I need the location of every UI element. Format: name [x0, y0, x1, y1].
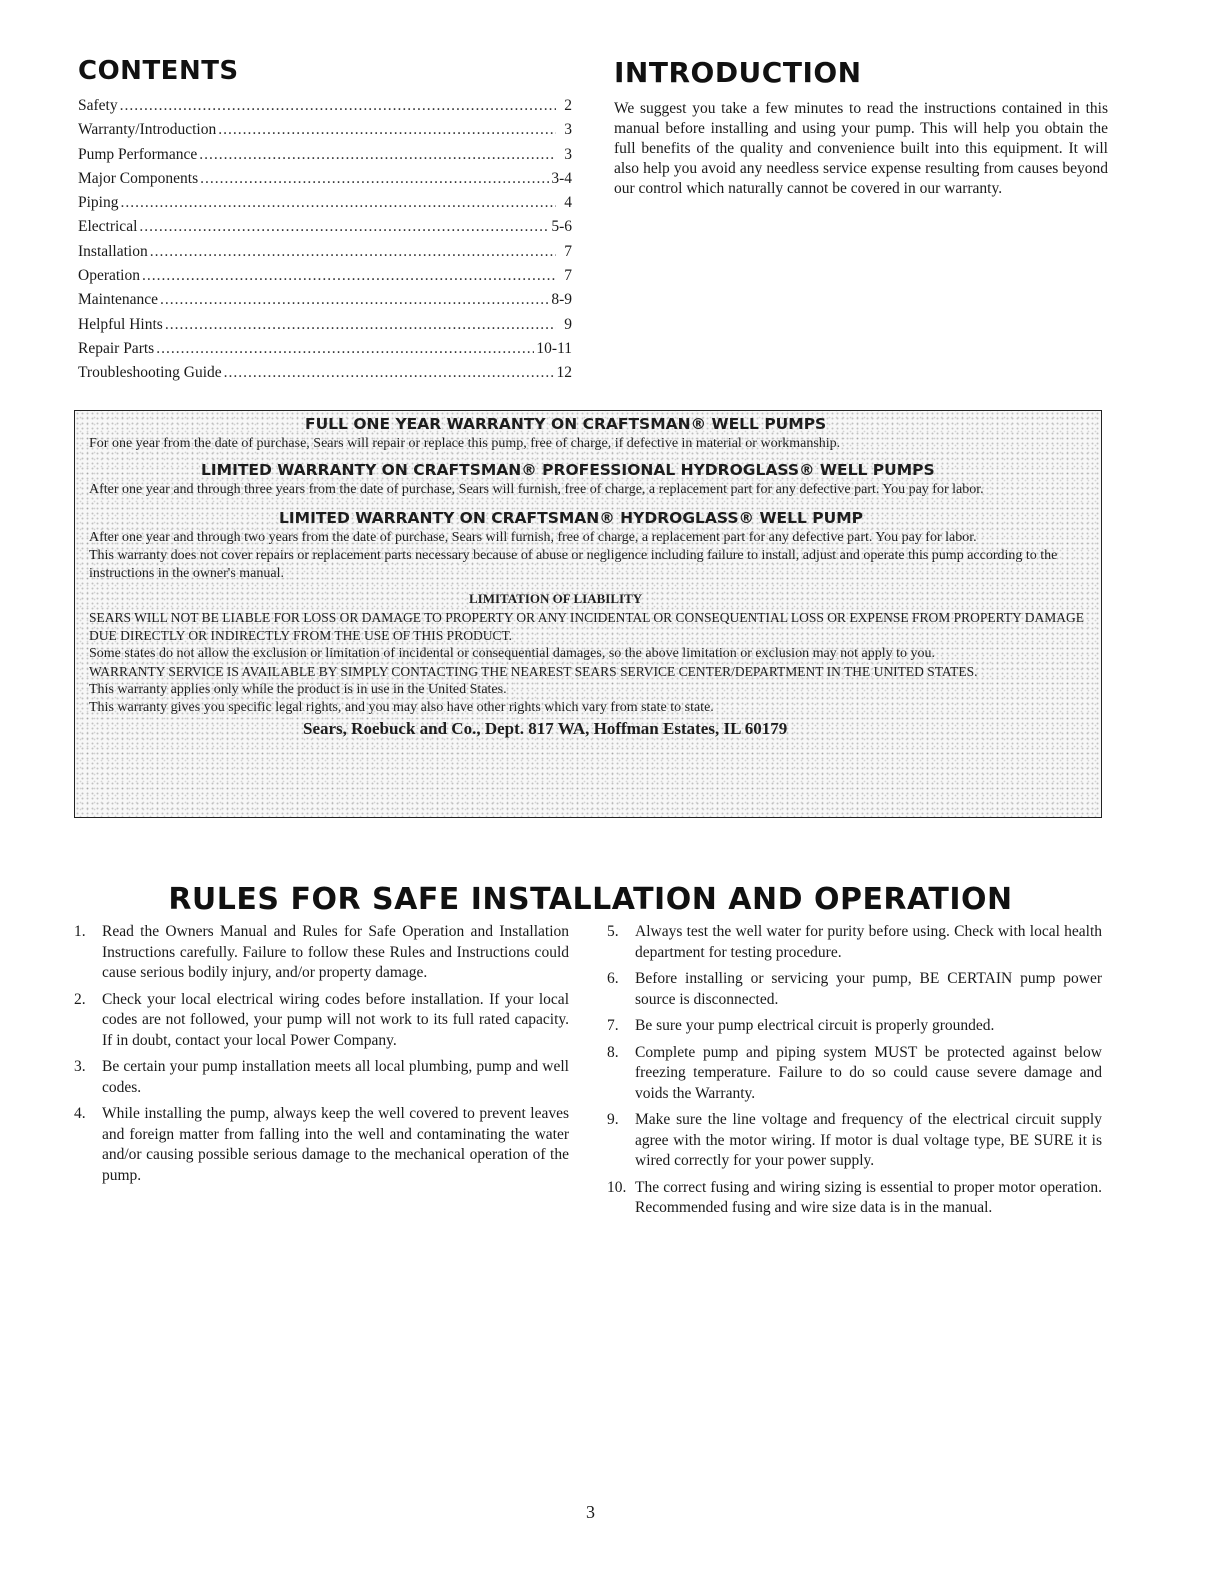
- toc-page: 2: [564, 97, 572, 114]
- toc-page: 8-9: [551, 291, 572, 309]
- rules-list-left: [74, 922, 569, 1192]
- toc-leader: [218, 118, 556, 142]
- toc-page: 7: [564, 242, 572, 260]
- warranty-text-full: For one year from the date of purchase, Sears will repair or replace this pump, free of charge, if defective in material or workmanship.: [89, 436, 841, 451]
- toc-page: 10-11: [536, 339, 572, 357]
- rule-text: Be certain your pump installation meets all local plumbing, pump and well codes.: [102, 1058, 569, 1096]
- rule-number: 10.: [607, 1178, 627, 1196]
- toc-leader: [199, 143, 556, 167]
- toc-label: Installation: [78, 242, 148, 260]
- toc-label: Safety: [78, 97, 118, 114]
- toc-item-piping: [78, 191, 572, 215]
- toc-page: 4: [564, 194, 572, 212]
- rule-number: 5.: [607, 923, 619, 940]
- toc-page: 3-4: [551, 169, 572, 187]
- toc-leader: [139, 215, 549, 239]
- toc-item-troubleshooting-guide: [78, 361, 572, 385]
- rule-item: [74, 922, 569, 984]
- rule-number: 6.: [607, 970, 619, 987]
- warranty-text-hydroglass: After one year and through two years from the date of purchase, Sears will furnish, free of charge, a replacement part for any defective part. You pay for labor.: [89, 530, 977, 545]
- toc-item-operation: [78, 264, 572, 288]
- toc-leader: [156, 337, 534, 361]
- rules-title: RULES FOR SAFE INSTALLATION AND OPERATION: [168, 882, 1013, 917]
- toc-item-repair-parts: [78, 337, 572, 361]
- rule-text: While installing the pump, always keep the well covered to prevent leaves and foreign matter from falling into the well and contaminating the water and/or causing possible serious damage to the mechanical operation of the pump.: [102, 1105, 569, 1184]
- toc-leader: [224, 361, 555, 385]
- rule-number: 9.: [607, 1111, 619, 1128]
- toc-leader: [120, 94, 556, 118]
- warranty-heading-professional: LIMITED WARRANTY ON CRAFTSMAN® PROFESSIONAL HYDROGLASS® WELL PUMPS: [201, 461, 935, 479]
- rule-text: Before installing or servicing your pump, BE CERTAIN pump power source is disconnected.: [635, 970, 1102, 1008]
- introduction-text: We suggest you take a few minutes to read the instructions contained in this manual before installing and using your pump. This will help you obtain the full benefits of the quality and convenience built into this equipment. It will also help you avoid any needless service expense resulting from causes beyond our control which naturally cannot be covered in our warranty.: [614, 100, 1108, 197]
- legal-rights-text: This warranty gives you specific legal rights, and you may also have other rights which vary from state to state.: [89, 700, 714, 715]
- toc-label: Troubleshooting Guide: [78, 364, 222, 382]
- rule-item: [74, 1104, 569, 1186]
- toc-leader: [200, 167, 549, 191]
- toc-page: 7: [564, 267, 572, 285]
- toc-leader: [120, 191, 556, 215]
- rule-item: [607, 1178, 1102, 1219]
- toc-label: Warranty/Introduction: [78, 121, 217, 139]
- rule-text: Read the Owners Manual and Rules for Safe Operation and Installation Instructions carefully. Failure to follow these Rules and Instructions could cause serious bodily injury, and/or property damage.: [102, 923, 569, 981]
- toc-page: 3: [564, 145, 572, 163]
- toc-label: Helpful Hints: [78, 315, 163, 333]
- warranty-box: [74, 410, 1102, 818]
- toc-leader: [142, 264, 556, 288]
- toc-page: 5-6: [551, 218, 572, 236]
- rule-item: [607, 969, 1102, 1010]
- rule-text: Complete pump and piping system MUST be protected against below freezing temperature. Failure to do so could cause severe damage and voids the Warranty.: [635, 1043, 1102, 1102]
- toc-page: 9: [564, 315, 572, 333]
- toc-leader: [160, 288, 549, 312]
- rule-text: Always test the well water for purity before using. Check with local health department for testing procedure.: [635, 923, 1102, 961]
- warranty-heading-hydroglass: LIMITED WARRANTY ON CRAFTSMAN® HYDROGLASS® WELL PUMP: [279, 509, 864, 527]
- rules-list-right: [607, 922, 1102, 1225]
- toc-item-maintenance: [78, 288, 572, 312]
- rule-item: [607, 1043, 1102, 1105]
- rule-item: [607, 922, 1102, 963]
- sears-address: Sears, Roebuck and Co., Dept. 817 WA, Hoffman Estates, IL 60179: [303, 719, 788, 738]
- rule-item: [607, 1110, 1102, 1172]
- toc-label: Pump Performance: [78, 145, 198, 163]
- toc-item-warranty-introduction: [78, 118, 572, 142]
- warranty-heading-full: FULL ONE YEAR WARRANTY ON CRAFTSMAN® WELL PUMPS: [305, 415, 827, 433]
- rule-item: [74, 1057, 569, 1098]
- rule-text: Check your local electrical wiring codes before installation. If your local codes are not followed, your pump will not work to its full rated capacity. If in doubt, contact your local Power Company.: [102, 990, 569, 1049]
- warranty-text-exclusions: This warranty does not cover repairs or replacement parts necessary because of abuse or negligence including failure to install, adjust and operate this pump according to the instructions in the owner's manual.: [89, 548, 1058, 581]
- rule-item: [607, 1016, 1102, 1037]
- toc-page: 3: [564, 121, 572, 139]
- toc-page: 12: [556, 364, 572, 382]
- introduction-title: INTRODUCTION: [614, 56, 862, 89]
- rule-number: 2.: [74, 990, 86, 1008]
- rule-item: [74, 990, 569, 1052]
- toc-leader: [165, 313, 556, 337]
- exclusion-text: Some states do not allow the exclusion or limitation of incidental or consequential damages, so the above limitation or exclusion may not apply to you.: [89, 646, 936, 661]
- toc-item-helpful-hints: [78, 313, 572, 337]
- toc-label: Electrical: [78, 218, 138, 236]
- toc-label: Maintenance: [78, 291, 159, 309]
- rule-text: Make sure the line voltage and frequency of the electrical circuit supply agree with the motor wiring. If motor is dual voltage type, BE SURE it is wired correctly for your power supply.: [635, 1111, 1102, 1169]
- rule-text: Be sure your pump electrical circuit is properly grounded.: [635, 1017, 995, 1034]
- warranty-text-professional: After one year and through three years from the date of purchase, Sears will furnish, free of charge, a replacement part for any defective part. You pay for labor.: [89, 482, 984, 497]
- toc-label: Major Components: [78, 169, 199, 187]
- rule-text: The correct fusing and wiring sizing is essential to proper motor operation. Recommended fusing and wire size data is in the manual.: [635, 1178, 1102, 1216]
- page-number: 3: [586, 1502, 595, 1522]
- toc-label: Operation: [78, 267, 140, 285]
- contents-title: CONTENTS: [78, 56, 239, 86]
- contents-list: [78, 94, 572, 386]
- toc-item-pump-performance: [78, 143, 572, 167]
- rule-number: 3.: [74, 1058, 86, 1075]
- toc-label: Repair Parts: [78, 339, 155, 357]
- rule-number: 8.: [607, 1043, 619, 1061]
- limitation-text: SEARS WILL NOT BE LIABLE FOR LOSS OR DAMAGE TO PROPERTY OR ANY INCIDENTAL OR CONSEQUENTIAL LOSS OR EXPENSE FROM PROPERTY DAMAGE DUE DIRECTLY OR INDIRECTLY FROM THE USE OF THIS PRODUCT.: [89, 610, 1084, 643]
- toc-item-major-components: [78, 167, 572, 191]
- rule-number: 4.: [74, 1105, 86, 1122]
- toc-item-safety: [78, 94, 572, 118]
- us-only-text: This warranty applies only while the product is in use in the United States.: [89, 682, 507, 697]
- toc-item-electrical: [78, 215, 572, 239]
- toc-leader: [150, 240, 556, 264]
- limitation-title: LIMITATION OF LIABILITY: [469, 591, 643, 606]
- service-text: WARRANTY SERVICE IS AVAILABLE BY SIMPLY CONTACTING THE NEAREST SEARS SERVICE CENTER/DEPARTMENT IN THE UNITED STATES.: [89, 664, 978, 679]
- toc-item-installation: [78, 240, 572, 264]
- rule-number: 1.: [74, 923, 86, 940]
- rule-number: 7.: [607, 1017, 619, 1034]
- toc-label: Piping: [78, 194, 119, 212]
- introduction-section: [614, 56, 1108, 199]
- contents-section: [78, 56, 572, 386]
